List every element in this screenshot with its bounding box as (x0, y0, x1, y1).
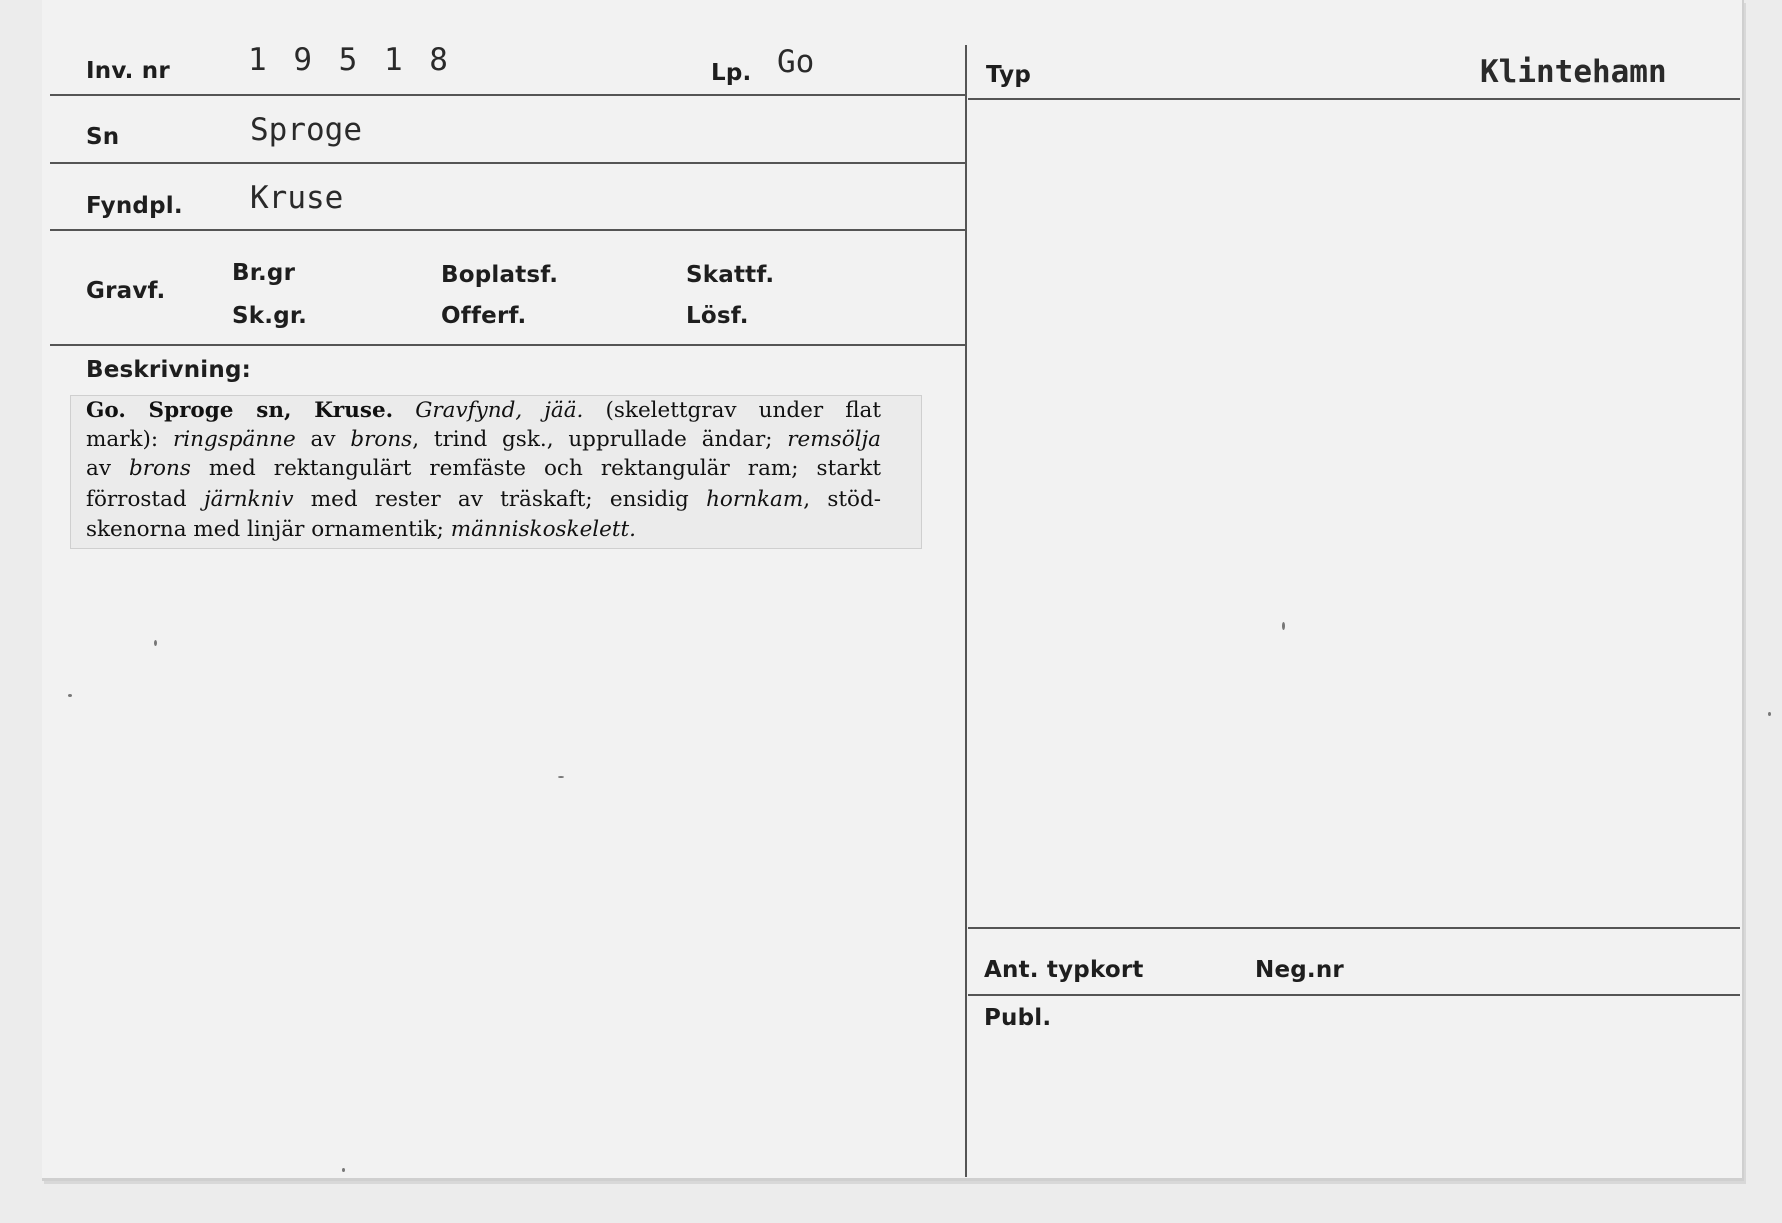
gravf-label: Gravf. (86, 278, 166, 304)
description-line-3: av brons med rektangulärt remfäste och rektangulär ram; starkt (86, 456, 881, 481)
beskrivning-label: Beskrivning: (86, 357, 252, 383)
paper-speck (154, 640, 157, 646)
fyndpl-label: Fyndpl. (86, 193, 183, 219)
inv-nr-label: Inv. nr (86, 58, 170, 84)
divider-footer-mid (968, 994, 1740, 996)
catalog-card (42, 0, 1744, 1181)
sn-label: Sn (86, 124, 120, 150)
lp-label: Lp. (711, 60, 752, 86)
divider-sn (50, 162, 965, 164)
description-line-5: skenorna med linjär ornamentik; människoskelett. (86, 517, 637, 542)
sk-gr-label: Sk.gr. (232, 303, 308, 329)
typ-value: Klintehamn (1480, 54, 1667, 90)
paper-speck (558, 776, 564, 778)
paper-speck (68, 694, 72, 697)
description-line-4: förrostad järnkniv med rester av träskaft; ensidig hornkam, stöd- (86, 487, 881, 512)
ant-typkort-label: Ant. typkort (984, 957, 1144, 983)
br-gr-label: Br.gr (232, 260, 296, 286)
sn-value: Sproge (250, 112, 362, 148)
lp-value: Go (777, 44, 815, 80)
typ-label: Typ (986, 62, 1032, 88)
paper-speck (1282, 622, 1285, 630)
divider-typ (968, 98, 1740, 100)
publ-label: Publ. (984, 1005, 1052, 1031)
boplatsf-label: Boplatsf. (441, 262, 559, 288)
neg-nr-label: Neg.nr (1255, 957, 1344, 983)
offerf-label: Offerf. (441, 303, 527, 329)
inv-nr-value: 1 9 5 1 8 (248, 42, 452, 78)
fyndpl-value: Kruse (250, 180, 344, 216)
description-line-2: mark): ringspänne av brons, trind gsk., upprullade ändar; remsölja (86, 427, 881, 452)
divider-footer-top (968, 927, 1740, 929)
divider-vertical (965, 45, 967, 1177)
paper-speck (342, 1168, 345, 1172)
losf-label: Lösf. (686, 303, 749, 329)
divider-inv (50, 94, 965, 96)
paper-speck (1768, 712, 1771, 716)
description-line-1: Go. Sproge sn, Kruse. Gravfynd, jää. (skelettgrav under flat (86, 398, 881, 423)
divider-gravf (50, 344, 965, 346)
skattf-label: Skattf. (686, 262, 775, 288)
divider-fyndpl (50, 229, 965, 231)
